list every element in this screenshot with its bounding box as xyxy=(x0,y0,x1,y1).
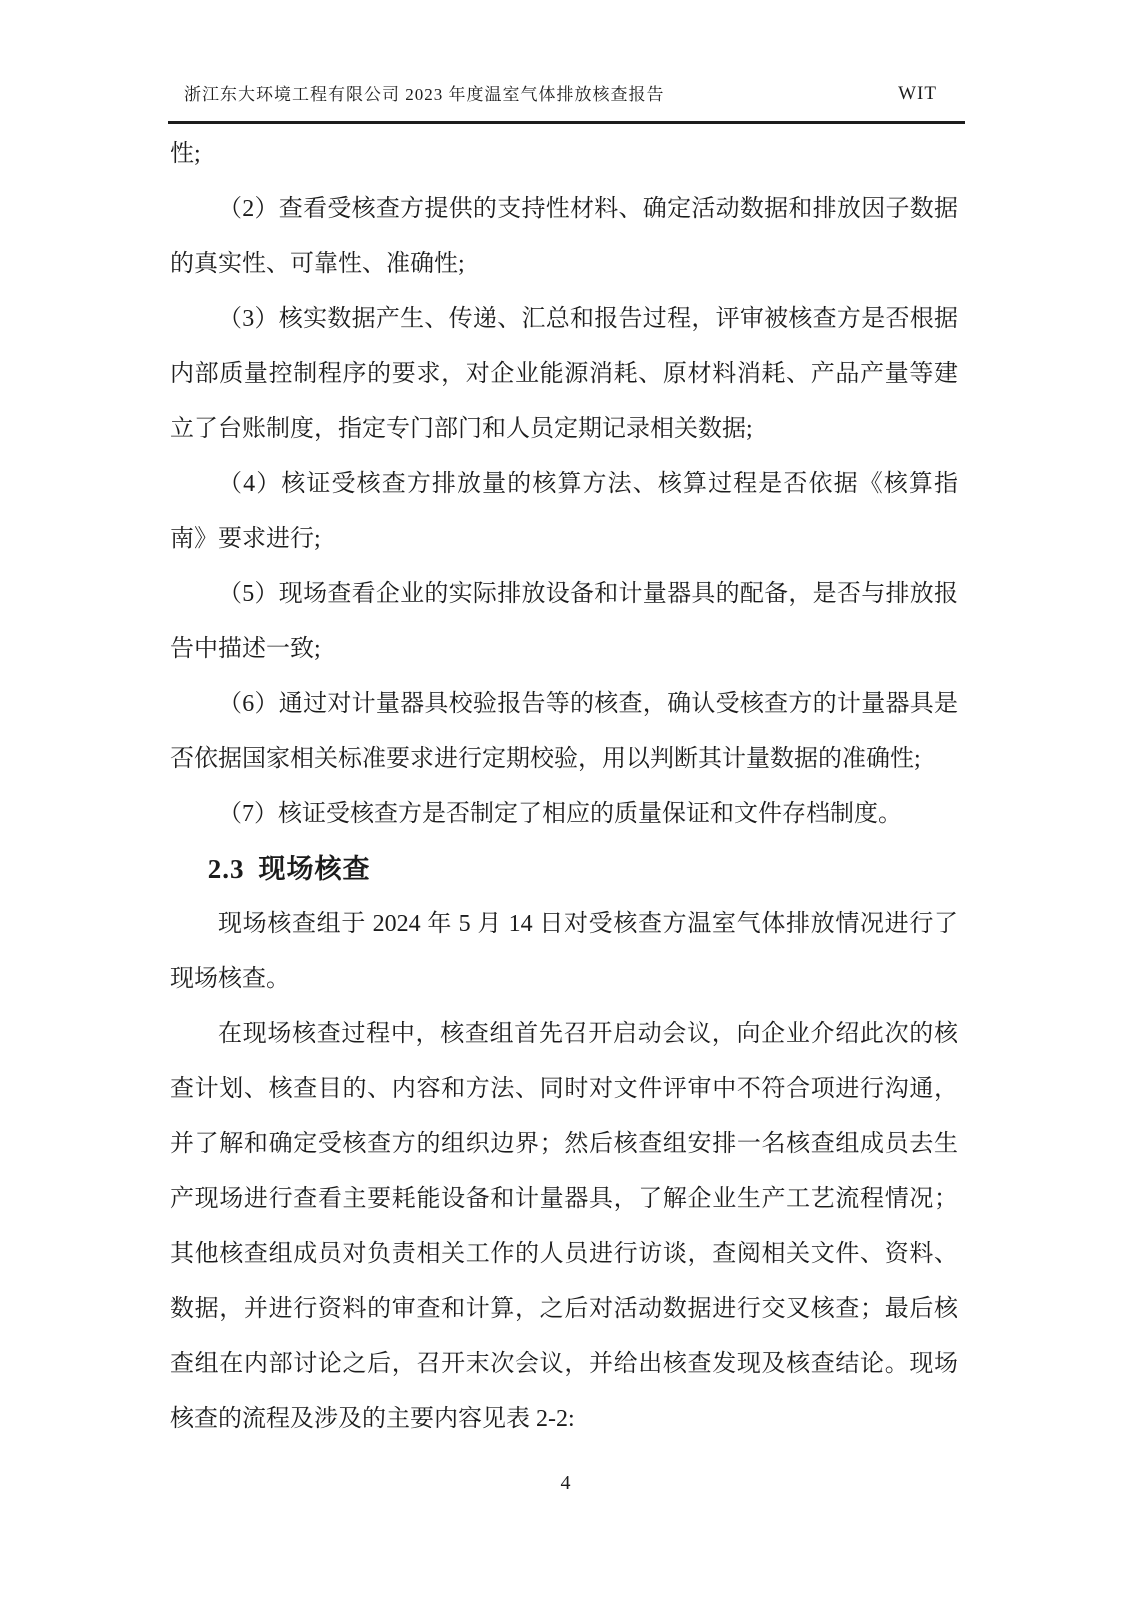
section-title: 现场核查 xyxy=(258,854,371,884)
header-brand: WIT xyxy=(898,83,937,104)
continuation-line: 性; xyxy=(170,141,201,167)
body-paragraph: 现场核查组于 2024 年 5 月 14 日对受核查方温室气体排放情况进行了现场核查。 xyxy=(170,911,958,992)
document-body xyxy=(170,127,958,1447)
page-number: 4 xyxy=(560,1472,571,1494)
body-paragraph: 在现场核查过程中，核查组首先召开启动会议，向企业介绍此次的核查计划、核查目的、内容和方法、同时对文件评审中不符合项进行沟通，并了解和确定受核查方的组织边界；然后核查组安排一名核查组成员去生产现场进行查看主要耗能设备和计量器具，了解企业生产工艺流程情况；其他核查组成员对负责相关工作的人员进行访谈，查阅相关文件、资料、数据，并进行资料的审查和计算，之后对活动数据进行交叉核查；最后核查组在内部讨论之后，召开末次会议，并给出核查发现及核查结论。现场核查的流程及涉及的主要内容见表 2-2: xyxy=(170,1021,958,1432)
numbered-item: （2）查看受核查方提供的支持性材料、确定活动数据和排放因子数据的真实性、可靠性、准确性; xyxy=(170,196,958,277)
numbered-item: （3）核实数据产生、传递、汇总和报告过程，评审被核查方是否根据内部质量控制程序的要求，对企业能源消耗、原材料消耗、产品产量等建立了台账制度，指定专门部门和人员定期记录相关数据; xyxy=(170,306,958,442)
numbered-item: （5）现场查看企业的实际排放设备和计量器具的配备，是否与排放报告中描述一致; xyxy=(170,581,958,662)
section-heading xyxy=(170,842,958,897)
numbered-item: （4）核证受核查方排放量的核算方法、核算过程是否依据《核算指南》要求进行; xyxy=(170,471,958,552)
section-number: 2.3 xyxy=(207,854,245,884)
header-title: 浙江东大环境工程有限公司 2023 年度温室气体排放核查报告 xyxy=(184,85,665,104)
page-header xyxy=(168,80,965,124)
numbered-item: （7）核证受核查方是否制定了相应的质量保证和文件存档制度。 xyxy=(218,801,902,827)
numbered-item: （6）通过对计量器具校验报告等的核查，确认受核查方的计量器具是否依据国家相关标准要求进行定期校验，用以判断其计量数据的准确性; xyxy=(170,691,958,772)
header-row xyxy=(168,80,965,105)
page-footer xyxy=(0,1472,1131,1495)
